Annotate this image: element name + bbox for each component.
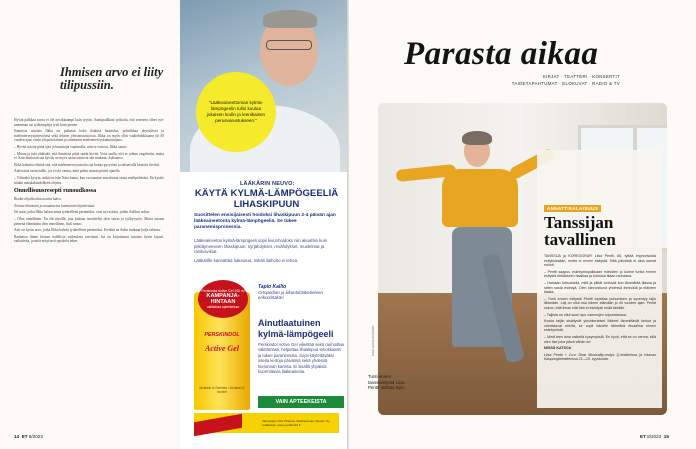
- paragraph: – Minua ja isää yhdistää, että ihmisistä pitää saada hyvää. Voisi taulla, että se johtuu ongelmiin, mutta ei. Kun ihmisistä saa hyvää, ne myös saatu toimivat sen mukaan, Aulisanoo.: [14, 151, 164, 161]
- story-note-label: MISSÄ KATSOA: [544, 346, 572, 351]
- category-line: TAIDETAPAHTUMAT · ELOKUVAT · RADIO & TV: [511, 80, 620, 86]
- paragraph: Lääkeaineeton kylmä-lämpögeeli sopii kivunhoidoks niin akuuttiin kuin pitkittyneeseen lihaskipuun; nyrjähdykset, revähdykset, mustelmat ja rasitusvikiut.: [194, 238, 328, 255]
- magazine-name: ET: [21, 434, 28, 439]
- campaign-product: Perskindol Active Gel 100 ml: [201, 289, 245, 293]
- page-folio-right: [640, 434, 669, 439]
- paragraph: – Tunti ennen esitystä Pentti lopettaa puhumisen ja syventyy tajin liikkeisiin. Laji on ollut osa hänen elämään jo 40 vuoden ajan. Pentti uskoo, että ilman sitä hän ei esiintyisi enää tänään.: [544, 296, 656, 310]
- ad-lead: Suosittelen ensisijaisesti hoidoksi lihaskipuun 2-4 päivän ajan lääkeaineetonta kylmä-lämpögeeliä. Se tukee paranemisprosessia.: [194, 213, 336, 230]
- doctor-role: Ortopedian ja liikuntalääketieteen erikoislääkäri: [258, 290, 323, 301]
- perskindol-advertisement: [180, 0, 347, 449]
- doctor-signature: [258, 284, 343, 301]
- story-body: [544, 254, 656, 364]
- quote-bubble: [196, 72, 276, 152]
- paragraph: Hyvää palkkaa saava ei ole arvokkaampi kuin tyytön. Saattipalkkaat työkoita, että senrteen olleet työ-nnemman sai työkompleja tyxti kuin pienen.: [14, 118, 164, 127]
- paragraph: – Olen onnellinen. En elä täysillä, jota kukaan tavoittelisi olen sairas ja työkyvytön. Mutta omana pienenä elämänäni olen onnellinen, Auli sanoo.: [14, 216, 164, 226]
- section-title: Parasta aikaa: [404, 36, 599, 72]
- photo-caption: Tunti ennen tanssiesitystä Liisa Pentti aloittaa tajin.: [368, 374, 406, 391]
- category-line: KIRJAT · TEATTERI · KONSERTIT: [542, 74, 620, 79]
- story-column: [537, 150, 662, 408]
- tube-product-name: Active Gel: [205, 344, 239, 353]
- paragraph: Samoista asioista Ilkka on puhunut koko ikäänsä haastulsa, politiikkaa järjestöissä ja mielenterveysjärjestöissä sekä lehtien yleisönosastoissa. Ilkka on myös ollut vaaliehdokkaana yli 50 vuoden ajan, ensin yliopistolainen ja sittemmin mielenterveyskuntoutujana.: [14, 129, 164, 143]
- paragraph: Auli on hyvin arvo, jotka Ilkka haluisi tyttärelleen perinnöksi. Eivätkä ne Aulin mukaan kulje rahassa.: [14, 228, 161, 233]
- paragraph: – Pentti saapuu esiintymispaikkaan mieluiten jo kolme tuntia ennen esitystä ehtiäkseen haalkaa ja tutustua tilaan rauhassa.: [544, 269, 656, 279]
- paragraph: – Minä teen aina vaikeitä kysymyksiä. En hyvä, että se on varma, sillä olen itse joka päivä vähän eri.: [544, 334, 656, 344]
- paragraph: – Halvaan tutmustella, mitä ja pitkät tuntuvat kun lämmittää tilassa ja sitten vasta esiintyä. Olen kiinnostunut yhdessä ihmisistä ja eläinten tilasta.: [544, 280, 656, 295]
- doctor-photo: [180, 0, 347, 172]
- paragraph: Rauhassa ilman kivuun todellista vaikeuksia tarvitaan. Isä on kirjoittanut asioista hyvin lujasti, vaikutteita, ja mitä erityisesti opiskelu tekee.: [14, 234, 164, 244]
- paragraph: Ne asiat, jotka Ilkka haluat antaa tyttärelleen perinnöksi, ovat nyt asioita, joihin Aulikin uskoo.: [14, 210, 151, 215]
- ad-headline-secondary: Ainutlaatuinen kylmä-lämpögeeli: [258, 318, 334, 339]
- dancer-torso: [442, 169, 518, 227]
- story-lead: TANSSIJA ja KOREOGRAFI Liisa Pentti, 66, tyttää improvisoida esityksissään, mutta ei ennen esitystä. Siitä päivästä ei aina samat rutiinit.: [544, 254, 656, 268]
- paragraph: Toistuu ihmissisä ja muuntaessa kunnianiin käyttävässä.: [14, 203, 96, 208]
- doctor-hair: [263, 10, 317, 28]
- dancer-hair: [462, 131, 492, 145]
- section-categories: [470, 74, 620, 87]
- article-subheading: Onnellisuusresepti runoudkossa: [14, 188, 97, 195]
- story-kicker: ANNATTISALAISUUS: [544, 205, 601, 212]
- glasses-icon: [266, 40, 312, 50]
- ad-fine-print: Valmistaja: Vifor Pharma. Maahantuoja: Santen Oy. Lisätietoja: www.perskindol.fi: [262, 419, 331, 427]
- paragraph: Koska taijiin sisältyvät yksinkertaiset liikkeet lämmittävät kehoa ja valmistavat mieltä, se sopii hänelle tärkeänä rituaalina ennen esiintymistä.: [544, 319, 656, 333]
- ad-headline: KÄYTÄ KYLMÄ-LÄMPÖGEELIÄ LIHASKIPUUN: [194, 188, 339, 210]
- quote-text: ”Lääkeaineettoman kylmä-lämpögeelin tulisi kuulua jokaisen kodin ja leenikaisen perusvarustukseen.”: [206, 100, 266, 123]
- tube-subtitle: Muskeln & Gelenke / Lihakset & Nivelet: [199, 386, 245, 394]
- paragraph: – Välmelei kysyin, mikä on isän Nato-kanta, kun en osannut muodostaa omaa mielipidettäni. En kysele niitäin nauskakaudelkeen ohjetta.: [14, 175, 164, 185]
- paragraph: Ilkka haluaisi edistää sitä, että mielenterveysasioita saa hoitaa pysyvästi ja takaavalla keinoin tiiviisti.: [14, 162, 160, 167]
- photo-credit: KUVA: HANNU RAINAMO: [372, 325, 375, 356]
- ad-body-secondary: Perskindol Active Gel viilentää sekä rauhoittaa välittömästi, helpottaa lihaskipua tehokkaasti ja tukee paranemista. Sopii käytettäväksi useita kertoja päivässä sekä yhdessä hieronnan kanssa. Ei sisällä yhpäisiä kuormittavia lääkeaineita.: [258, 342, 344, 375]
- campaign-label: KAMPANJA-HINTAAN: [206, 293, 240, 305]
- story-title: Tanssijan tavallinen: [544, 213, 616, 249]
- doctor-name: Tapio Kallio: [258, 284, 287, 290]
- article-pull-quote: Ihmisen arvo ei liity tilipussiin.: [60, 65, 164, 92]
- campaign-note: valittuissa apteekeissa: [207, 305, 239, 309]
- tube-brand: PERSKINDOL: [204, 332, 240, 338]
- left-page: [0, 0, 347, 449]
- magazine-name: ET: [640, 434, 646, 439]
- campaign-price-badge: [198, 280, 248, 318]
- paragraph: Aulivottaa usein isälle, jos ei ole varma, mitä puhin asiasta pitäisi ajatella.: [14, 169, 121, 174]
- paragraph: Liisa Pentti + Co:n Dear Musicality-esitys Q-teatterissa ja Vaasan Kaupunginteatterissa 21.–23. syyskuuta.: [544, 352, 656, 362]
- page-number: 15: [663, 434, 669, 439]
- issue-number: 8/2023: [647, 434, 662, 439]
- article-body: [14, 118, 164, 246]
- issue-number: 8/2023: [28, 434, 43, 439]
- page-number: 14: [14, 434, 20, 439]
- pharmacy-banner: VAIN APTEEKEISTA: [258, 396, 344, 408]
- page-folio-left: [14, 434, 43, 439]
- ad-tagline: LÄÄKÄRIN NEUVO:: [240, 181, 295, 187]
- paragraph: Lääkärille kannattaa hakeutua, mikäli ilaihoito ei tehoa.: [194, 257, 299, 263]
- paragraph: – Taijista on ollut suuri apu vammojen toipumisessa.: [544, 312, 627, 317]
- ad-body: [194, 238, 339, 266]
- paragraph: – Hyvää asioita pitää ajaa ja buusttajia vaatimalla, niin se vain on, Ilkka sanoo.: [14, 144, 128, 149]
- paragraph: Ruoka-ohjalla alussa aina lukea.: [14, 197, 62, 202]
